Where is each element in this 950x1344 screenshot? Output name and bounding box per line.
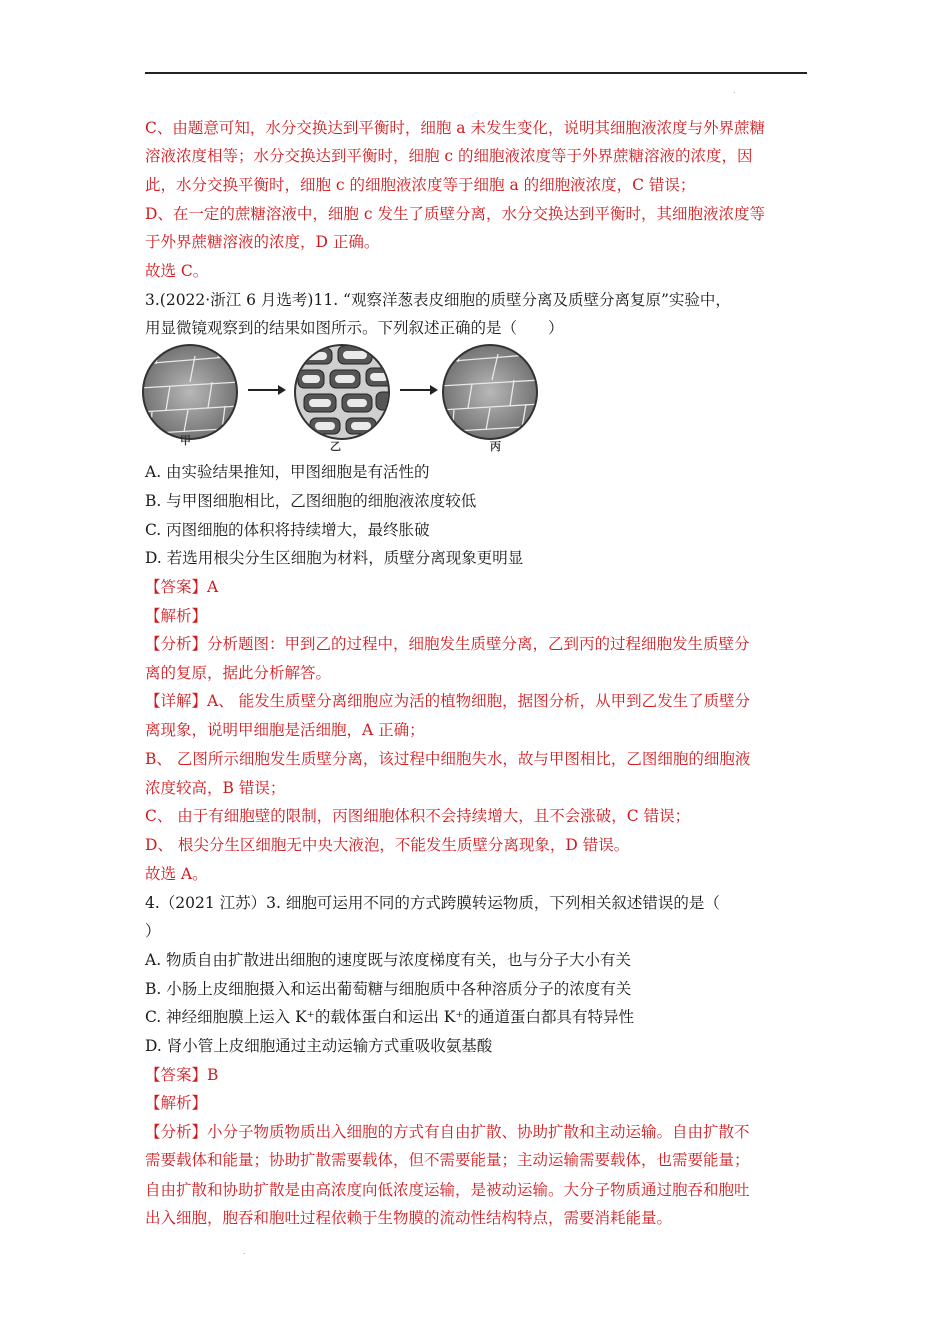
text-line: 浓度较高，B 错误； [145,779,286,797]
text-line: 【解析】 [145,1094,208,1112]
text-line: B、 乙图所示细胞发生质壁分离，该过程中细胞失水，故与甲图相比，乙图细胞的细胞液 [145,750,751,768]
text-line: D. 肾小管上皮细胞通过主动运输方式重吸收氨基酸 [145,1037,493,1055]
text-line: A. 物质自由扩散进出细胞的速度既与浓度梯度有关，也与分子大小有关 [145,951,632,969]
text-line: B. 与甲图细胞相比，乙图细胞的细胞液浓度较低 [145,492,477,510]
text-line: C、 由于有细胞壁的限制，丙图细胞体积不会持续增大，且不会涨破，C 错误； [145,807,691,825]
microscope-figure [140,342,550,452]
text-line: 用显微镜观察到的结果如图所示。下列叙述正确的是（ ） [145,319,564,337]
cells-jia-image [140,342,240,439]
header-rule [145,72,807,74]
text-line: 【分析】小分子物质物质出入细胞的方式有自由扩散、协助扩散和主动运输。自由扩散不 [145,1123,750,1141]
text-line: D、 根尖分生区细胞无中央大液泡，不能发生质壁分离现象，D 错误。 [145,836,630,854]
text-line: 此，水分交换平衡时，细胞 c 的细胞液浓度等于细胞 a 的细胞液浓度，C 错误； [145,176,696,194]
figure-label-bing: 丙 [490,440,501,453]
text-line: D. 若选用根尖分生区细胞为材料，质壁分离现象更明显 [145,549,524,567]
text-line: B. 小肠上皮细胞摄入和运出葡萄糖与细胞质中各种溶质分子的浓度有关 [145,980,632,998]
header-dot: . [733,86,736,95]
text-line: 【分析】分析题图：甲到乙的过程中，细胞发生质壁分离，乙到丙的过程细胞发生质壁分 [145,635,750,653]
text-line: 【解析】 [145,607,208,625]
text-line: 故选 C。 [145,262,209,280]
figure-label-yi: 乙 [330,440,341,453]
text-line: 故选 A。 [145,865,208,883]
text-line: 【答案】B [145,1066,219,1084]
text-line: 3.(2022·浙江 6 月选考)11. “观察洋葱表皮细胞的质壁分离及质壁分离复原”实验中， [145,291,731,309]
text-line: 【详解】A、 能发生质壁分离细胞应为活的植物细胞，据图分析，从甲到乙发生了质壁分 [145,692,751,710]
text-line: C、由题意可知，水分交换达到平衡时，细胞 a 未发生变化，说明其细胞液浓度与外界蔗糖 [145,119,765,137]
text-line: 离的复原，据此分析解答。 [145,664,332,682]
microscope-figure-svg [140,342,550,452]
cells-bing-image [440,342,540,439]
text-line: 【答案】A [145,578,219,596]
text-line: 溶液浓度相等；水分交换达到平衡时，细胞 c 的细胞液浓度等于外界蔗糖溶液的浓度，因 [145,147,753,165]
text-line: 离现象，说明甲细胞是活细胞，A 正确； [145,721,425,739]
text-line: 需要载体和能量；协助扩散需要载体，但不需要能量；主动运输需要载体，也需要能量； [145,1151,750,1169]
cells-yi-image [295,345,396,439]
text-line: 于外界蔗糖溶液的浓度，D 正确。 [145,233,380,251]
text-line: 出入细胞，胞吞和胞吐过程依赖于生物膜的流动性结构特点，需要消耗能量。 [145,1209,673,1227]
figure-label-jia: 甲 [180,434,191,447]
text-line: 自由扩散和协助扩散是由高浓度向低浓度运输，是被动运输。大分子物质通过胞吞和胞吐 [145,1181,750,1199]
text-line: C. 丙图细胞的体积将持续增大，最终胀破 [145,521,430,539]
footer-dot: . [243,1247,246,1256]
text-line: A. 由实验结果推知，甲图细胞是有活性的 [145,463,430,481]
text-line: 4.（2021 江苏）3. 细胞可运用不同的方式跨膜转运物质，下列相关叙述错误的是（ [145,894,720,912]
text-line: ） [145,922,161,940]
text-line: D、在一定的蔗糖溶液中，细胞 c 发生了质壁分离，水分交换达到平衡时，其细胞液浓度等 [145,205,765,223]
text-line: C. 神经细胞膜上运入 K⁺的载体蛋白和运出 K⁺的通道蛋白都具有特异性 [145,1008,635,1026]
